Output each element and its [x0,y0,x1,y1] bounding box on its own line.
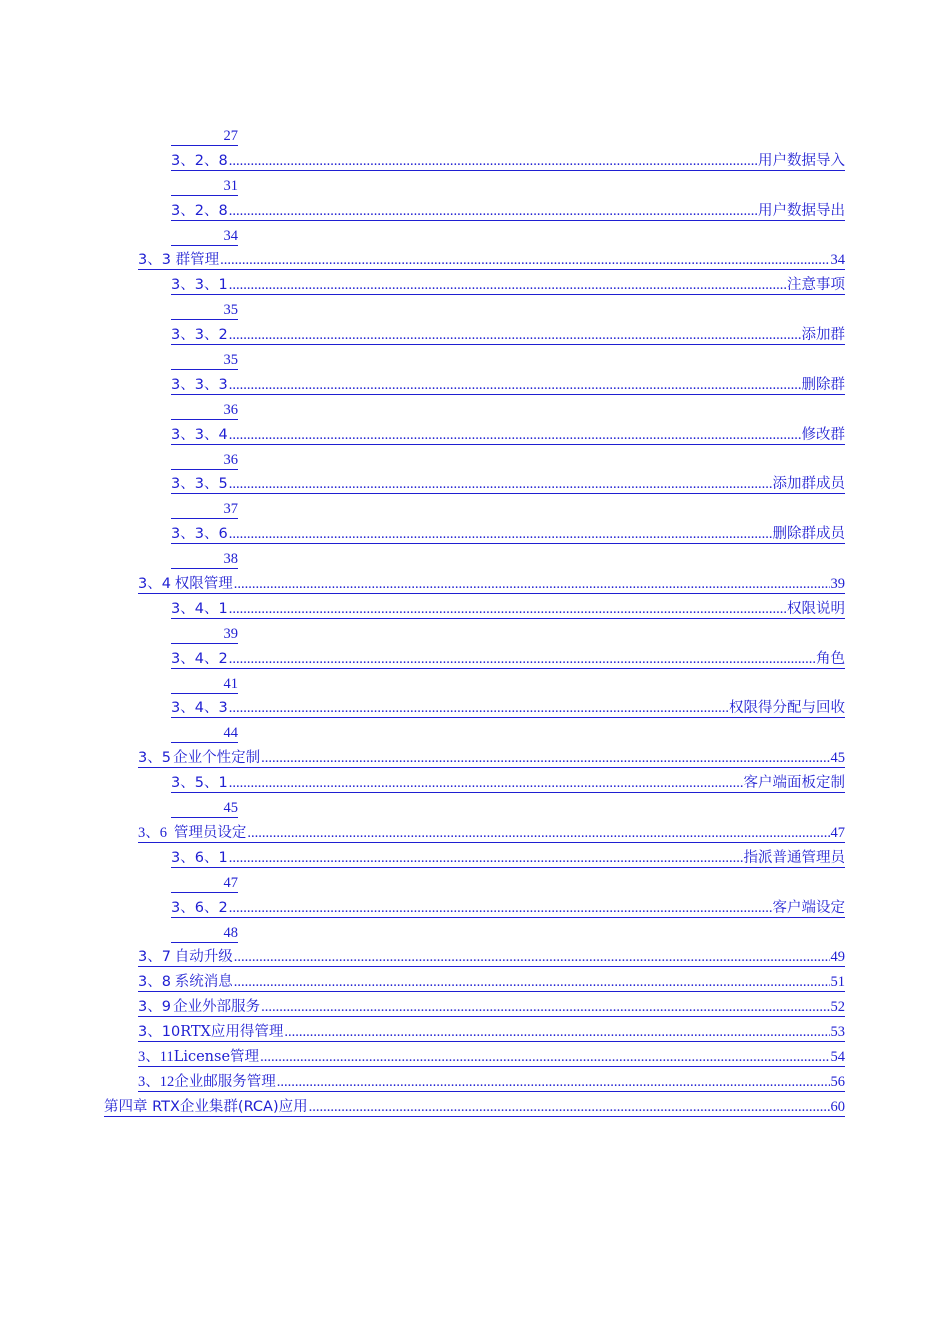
toc-dot-leader [277,1073,830,1091]
toc-page-number-link[interactable]: 47 [171,874,238,893]
toc-page-number-link[interactable]: 34 [171,227,238,246]
toc-entry-link[interactable] [138,1073,845,1092]
toc-row [0,721,950,746]
toc-entry-link[interactable] [171,326,845,345]
toc-entry-title: 权限管理 [174,576,233,593]
toc-entry-number: 3、3、5 [171,476,228,493]
toc-entry-title: 添加群成员 [772,476,845,493]
toc-dot-leader [284,1023,829,1041]
toc-entry-title: 企业邮服务管理 [174,1073,276,1090]
toc-entry-number: 3、12 [138,1073,175,1090]
toc-entry-number: 3、2、8 [171,152,228,169]
toc-row [0,199,950,224]
toc-dot-leader [261,998,829,1016]
toc-entry-number: 3、11 [138,1048,174,1065]
toc-row [0,821,950,846]
toc-entry-page: 56 [830,1073,845,1090]
toc-dot-leader [260,1048,829,1066]
toc-row [0,124,950,149]
toc-entry-link[interactable] [171,600,845,619]
toc-row [0,921,950,946]
toc-page-number-link[interactable]: 38 [171,550,238,569]
toc-entry-link[interactable] [138,998,845,1017]
toc-dot-leader [234,973,830,991]
toc-dot-leader [229,376,801,394]
toc-entry-link[interactable] [138,824,845,843]
toc-entry-number: 3、3 [138,252,171,269]
toc-page-number-link[interactable]: 36 [171,401,238,420]
toc-row [0,746,950,771]
toc-dot-leader [229,849,743,867]
toc-row [0,696,950,721]
toc-dot-leader [229,152,757,170]
toc-dot-leader [229,525,772,543]
toc-row [0,945,950,970]
toc-row [0,423,950,448]
toc-entry-link[interactable] [171,202,845,221]
toc-entry-link[interactable] [138,749,845,768]
toc-entry-page: 60 [830,1098,845,1115]
toc-dot-leader [234,948,830,966]
toc-entry-number: 3、5 [138,750,171,767]
toc-entry-number: 3、4 [138,576,171,593]
toc-dot-leader [229,276,786,294]
toc-entry-title: 自动升级 [174,949,233,966]
toc-page-number-link[interactable]: 44 [171,724,238,743]
toc-entry-title: 企业外部服务 [173,999,261,1016]
toc-page-number-link[interactable]: 37 [171,500,238,519]
toc-row [0,323,950,348]
toc-row [0,896,950,921]
toc-entry-title: 删除群成员 [772,526,845,543]
toc-entry-title: 删除群 [801,376,845,393]
toc-entry-number: 3、4、1 [171,600,228,617]
toc-entry-page: 53 [830,1024,845,1041]
toc-entry-number: 3、4、2 [171,650,228,667]
toc-row [0,1045,950,1070]
toc-entry-title: 用户数据导入 [758,152,845,169]
toc-entry-link[interactable] [138,251,845,270]
toc-entry-number: 3、10 [138,1024,181,1041]
toc-entry-title: 权限说明 [787,600,845,617]
toc-entry-link[interactable] [138,1023,845,1042]
toc-entry-title: 用户数据导出 [758,202,845,219]
toc-dot-leader [309,1098,830,1116]
toc-entry-title: 角色 [816,650,845,667]
toc-entry-number: 3、9 [138,999,171,1016]
toc-entry-page: 51 [830,974,845,991]
toc-page-number-link[interactable]: 31 [171,177,238,196]
toc-entry-link[interactable] [171,774,845,793]
toc-row [0,871,950,896]
toc-entry-page: 47 [830,824,845,841]
toc-entry-page: 34 [830,252,845,269]
toc-dot-leader [229,774,743,792]
toc-page-number-link[interactable]: 48 [171,924,238,943]
toc-row [0,672,950,697]
toc-entry-title: 群管理 [175,252,220,269]
toc-page-number-link[interactable]: 35 [171,351,238,370]
toc-page-number-link[interactable]: 45 [171,799,238,818]
toc-entry-page: 54 [830,1048,845,1065]
toc-entry-link[interactable] [171,426,845,445]
toc-dot-leader [220,251,829,269]
toc-entry-link[interactable] [138,575,845,594]
toc-dot-leader [229,426,801,444]
toc-dot-leader [229,475,772,493]
toc-entry-number: 3、6、1 [171,849,228,866]
toc-dot-leader [229,699,728,717]
toc-entry-title: RTX应用得管理 [180,1024,284,1041]
toc-entry-number: 3、3、1 [171,277,228,294]
toc-dot-leader [229,202,757,220]
toc-entry-title: 注意事项 [787,277,845,294]
toc-row [0,298,950,323]
toc-entry-title: 客户端面板定制 [743,775,845,792]
toc-entry-link[interactable] [171,376,845,395]
toc-row [0,448,950,473]
toc-entry-page: 49 [830,949,845,966]
toc-row [0,149,950,174]
toc-row [0,472,950,497]
toc-dot-leader [229,899,772,917]
toc-entry-link[interactable] [171,276,845,295]
toc-entry-number: 3、3、4 [171,426,228,443]
toc-entry-title: License管理 [173,1048,260,1065]
toc-row [0,273,950,298]
toc-entry-title: 修改群 [801,426,845,443]
toc-dot-leader [247,824,829,842]
toc-row [0,647,950,672]
toc-entry-title: 系统消息 [174,974,233,991]
toc-entry-number: 3、7 [138,949,171,966]
toc-entry-link[interactable] [171,525,845,544]
toc-entry-link[interactable] [171,849,845,868]
toc-row [0,1020,950,1045]
toc-page-number-link[interactable]: 36 [171,451,238,470]
toc-row [0,846,950,871]
toc-entry-number: 3、3、2 [171,327,228,344]
toc-entry-title: 指派普通管理员 [743,849,845,866]
toc-page-number-link[interactable]: 41 [171,675,238,694]
toc-dot-leader [234,575,830,593]
toc-row [0,497,950,522]
toc-page-number-link[interactable]: 35 [171,301,238,320]
toc-entry-title: 权限得分配与回收 [729,700,845,717]
toc-dot-leader [261,749,829,767]
toc-entry-number: 3、6 [138,824,167,841]
toc-row [0,547,950,572]
toc-row [0,348,950,373]
toc-entry-title: 添加群 [801,327,845,344]
toc-entry-link[interactable] [138,948,845,967]
toc-dot-leader [229,326,801,344]
toc-page-number-link[interactable]: 27 [171,127,238,146]
toc-entry-page: 45 [830,750,845,767]
toc-entry-number: 3、4、3 [171,700,228,717]
toc-entry-number: 3、5、1 [171,775,228,792]
toc-row [0,771,950,796]
toc-dot-leader [229,650,815,668]
toc-row [0,373,950,398]
toc-row [0,522,950,547]
toc-entry-link[interactable] [171,899,845,918]
toc-entry-title: 管理员设定 [173,824,247,841]
toc-entry-number: 3、6、2 [171,899,228,916]
toc-entry-number: 3、2、8 [171,202,228,219]
toc-entry-title: 企业个性定制 [173,750,261,767]
toc-row [0,1070,950,1095]
toc-entry-link[interactable] [104,1098,845,1117]
toc-row [0,398,950,423]
table-of-contents [0,124,950,1120]
toc-row [0,597,950,622]
toc-page-number-link[interactable]: 39 [171,625,238,644]
toc-dot-leader [229,600,786,618]
toc-entry-title: 客户端设定 [772,899,845,916]
toc-row [0,796,950,821]
toc-entry-number: 3、8 [138,974,171,991]
toc-entry-link[interactable] [171,475,845,494]
toc-entry-page: 39 [830,576,845,593]
toc-row [0,995,950,1020]
toc-row [0,174,950,199]
toc-row [0,622,950,647]
toc-entry-link[interactable] [138,1048,845,1067]
toc-row [0,1095,950,1120]
toc-entry-number: 3、3、3 [171,376,228,393]
toc-row [0,224,950,249]
toc-entry-link[interactable] [138,973,845,992]
toc-entry-link[interactable] [171,152,845,171]
toc-row [0,248,950,273]
toc-entry-page: 52 [830,999,845,1016]
toc-row [0,572,950,597]
toc-entry-title: 第四章 RTX企业集群(RCA)应用 [104,1098,308,1115]
toc-entry-number: 3、3、6 [171,526,228,543]
toc-entry-link[interactable] [171,650,845,669]
toc-entry-link[interactable] [171,699,845,718]
toc-row [0,970,950,995]
